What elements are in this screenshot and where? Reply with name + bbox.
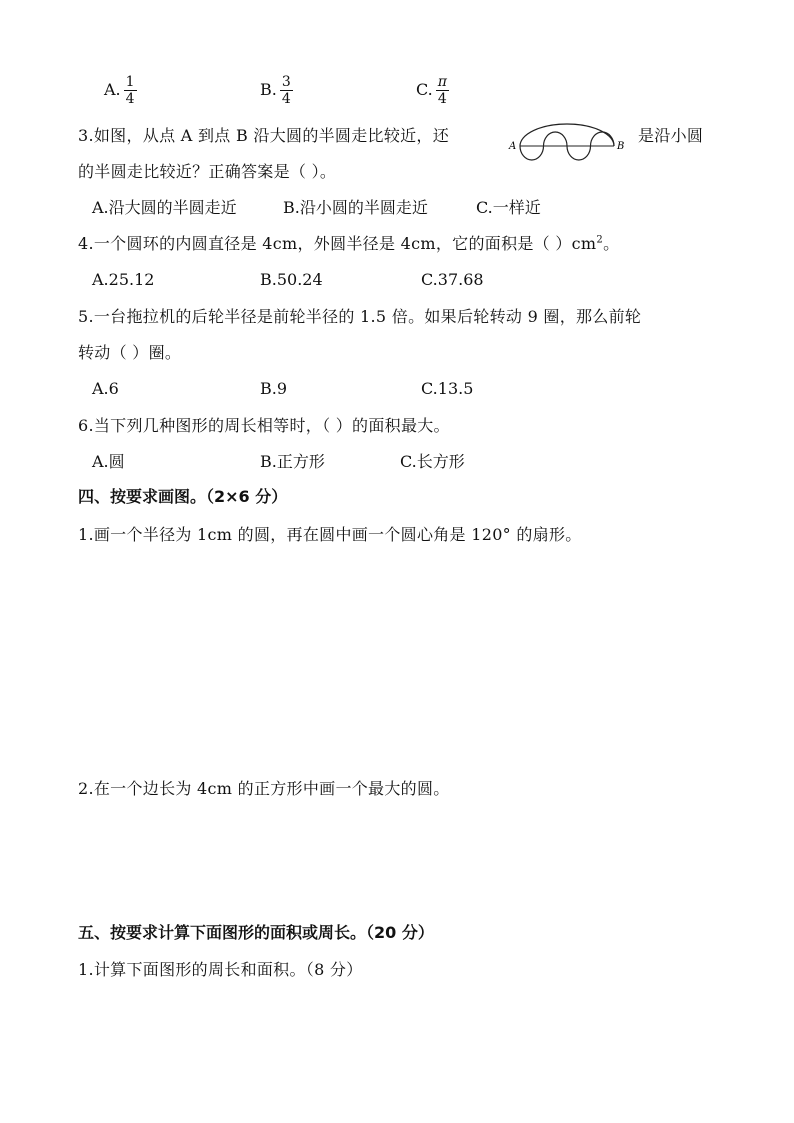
q4-option-c: C.37.68 xyxy=(421,270,484,289)
fraction-numerator: 1 xyxy=(125,74,135,90)
q3-option-a: A.沿大圆的半圆走近 xyxy=(92,198,237,217)
fraction xyxy=(436,74,449,107)
q6-option-b: B.正方形 xyxy=(260,452,325,471)
fraction-numerator: π xyxy=(437,74,447,90)
q4-body: 4.一个圆环的内圆直径是 4cm，外圆半径是 4cm，它的面积是（ ）cm xyxy=(78,234,597,253)
semicircles-diagram xyxy=(508,118,628,174)
q4-option-a: A.25.12 xyxy=(92,270,155,289)
fraction-denominator: 4 xyxy=(437,91,447,107)
q2-option-a xyxy=(104,74,137,107)
q4-end: 。 xyxy=(603,234,620,253)
section-4-q1: 1.画一个半径为 1cm 的圆，再在圆中画一个圆心角是 120° 的扇形。 xyxy=(78,525,582,544)
fraction xyxy=(280,74,293,107)
q5-line1: 5.一台拖拉机的后轮半径是前轮半径的 1.5 倍。如果后轮转动 9 圈，那么前轮 xyxy=(78,307,642,326)
q2-option-b xyxy=(260,74,293,107)
q2-option-c xyxy=(416,74,449,107)
point-b-label: B xyxy=(617,141,625,152)
q3-option-c: C.一样近 xyxy=(476,198,541,217)
q6-text: 6.当下列几种图形的周长相等时，（ ）的面积最大。 xyxy=(78,416,450,435)
section-4-q2: 2.在一个边长为 4cm 的正方形中画一个最大的圆。 xyxy=(78,779,450,798)
q5-line2: 转动（ ）圈。 xyxy=(78,343,182,362)
q4-text xyxy=(78,234,619,254)
fraction xyxy=(124,74,137,107)
q3-option-b: B.沿小圆的半圆走近 xyxy=(283,198,428,217)
q5-option-a: A.6 xyxy=(92,379,119,398)
q3-line1: 3.如图，从点 A 到点 B 沿大圆的半圆走比较近，还 xyxy=(78,126,450,145)
q5-option-b: B.9 xyxy=(260,379,288,398)
fraction-denominator: 4 xyxy=(281,91,291,107)
section-4-title: 四、按要求画图。（2×6 分） xyxy=(78,487,288,506)
section-5-q1: 1.计算下面图形的周长和面积。（8 分） xyxy=(78,960,363,979)
fraction-denominator: 4 xyxy=(125,91,135,107)
fraction-numerator: 3 xyxy=(281,74,291,90)
option-letter: C. xyxy=(416,80,433,99)
option-letter: A. xyxy=(104,80,121,99)
q5-option-c: C.13.5 xyxy=(421,379,474,398)
section-5-title: 五、按要求计算下面图形的面积或周长。（20 分） xyxy=(78,923,434,942)
point-a-label: A xyxy=(509,141,517,152)
q6-option-c: C.长方形 xyxy=(400,452,465,471)
option-letter: B. xyxy=(260,80,277,99)
q3-line2: 的半圆走比较近？正确答案是（ ）。 xyxy=(78,162,337,181)
q3-line1-end: 是沿小圆 xyxy=(638,126,704,145)
q4-option-b: B.50.24 xyxy=(260,270,323,289)
q4-superscript: 2 xyxy=(596,234,604,246)
q6-option-a: A.圆 xyxy=(92,452,125,471)
